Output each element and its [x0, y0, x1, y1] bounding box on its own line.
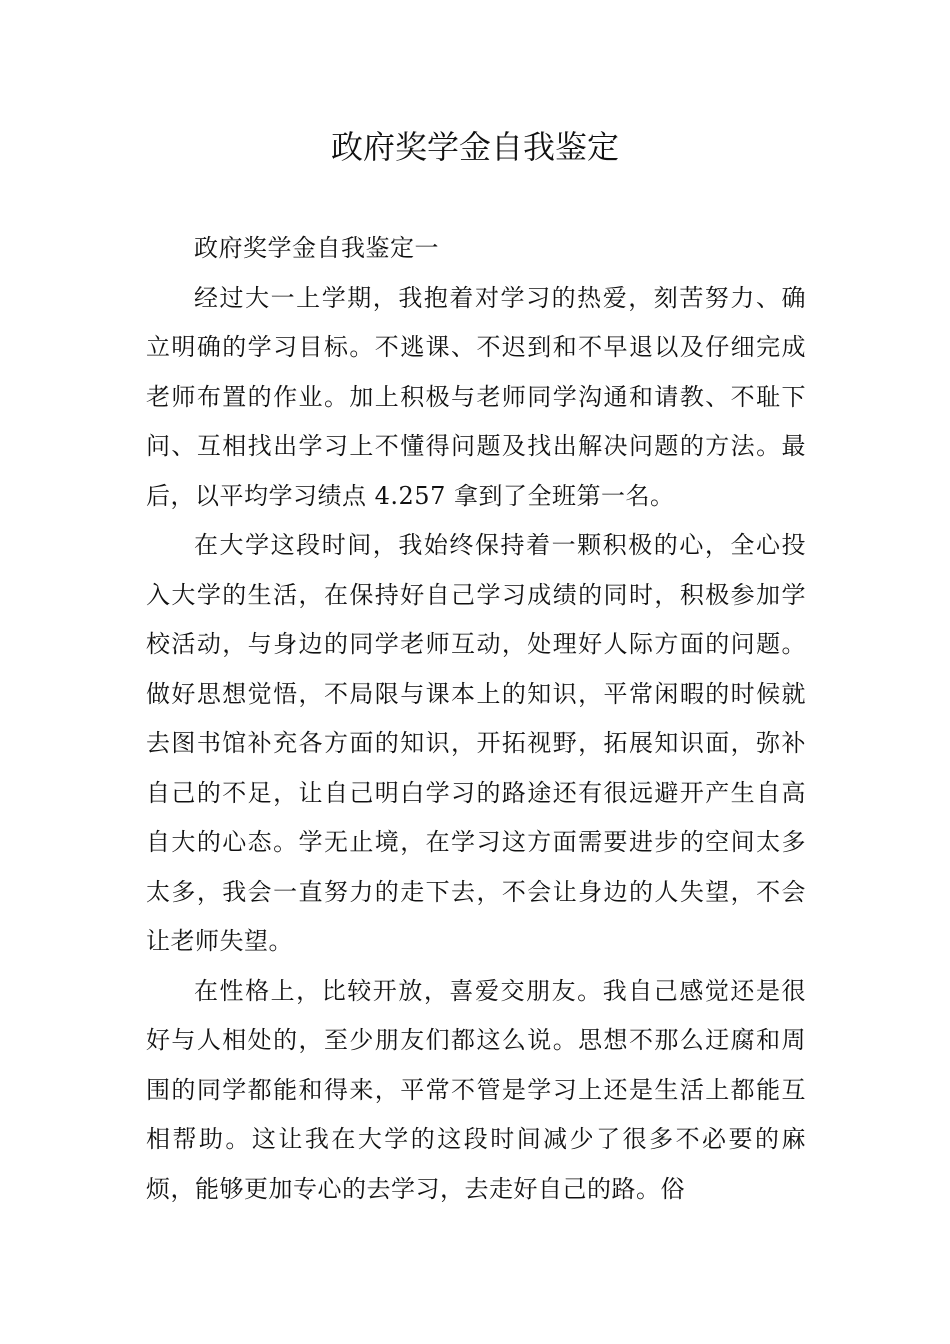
document-body: [146, 224, 806, 1214]
document-title: 政府奖学金自我鉴定: [330, 128, 619, 166]
paragraph: 在性格上，比较开放，喜爱交朋友。我自己感觉还是很好与人相处的，至少朋友们都这么说。思想不那么迂腐和周围的同学都能和得来，平常不管是学习上还是生活上都能互相帮助。这让我在大学的这段时间减少了很多不必要的麻烦，能够更加专心的去学习，去走好自己的路。俗: [146, 976, 806, 1203]
paragraph: 经过大一上学期，我抱着对学习的热爱，刻苦努力、确立明确的学习目标。不逃课、不迟到和不早退以及仔细完成老师布置的作业。加上积极与老师同学沟通和请教、不耻下问、互相找出学习上不懂得问题及找出解决问题的方法。最后，以平均学习绩点 4.257 拿到了全班第一名。: [146, 283, 806, 510]
paragraph: 在大学这段时间，我始终保持着一颗积极的心，全心投入大学的生活，在保持好自己学习成绩的同时，积极参加学校活动，与身边的同学老师互动，处理好人际方面的问题。做好思想觉悟，不局限与课本上的知识，平常闲暇的时候就去图书馆补充各方面的知识，开拓视野，拓展知识面，弥补自己的不足，让自己明白学习的路途还有很远避开产生自高自大的心态。学无止境，在学习这方面需要进步的空间太多太多，我会一直努力的走下去，不会让身边的人失望，不会让老师失望。: [146, 531, 806, 955]
section-heading: 政府奖学金自我鉴定一: [194, 234, 439, 262]
